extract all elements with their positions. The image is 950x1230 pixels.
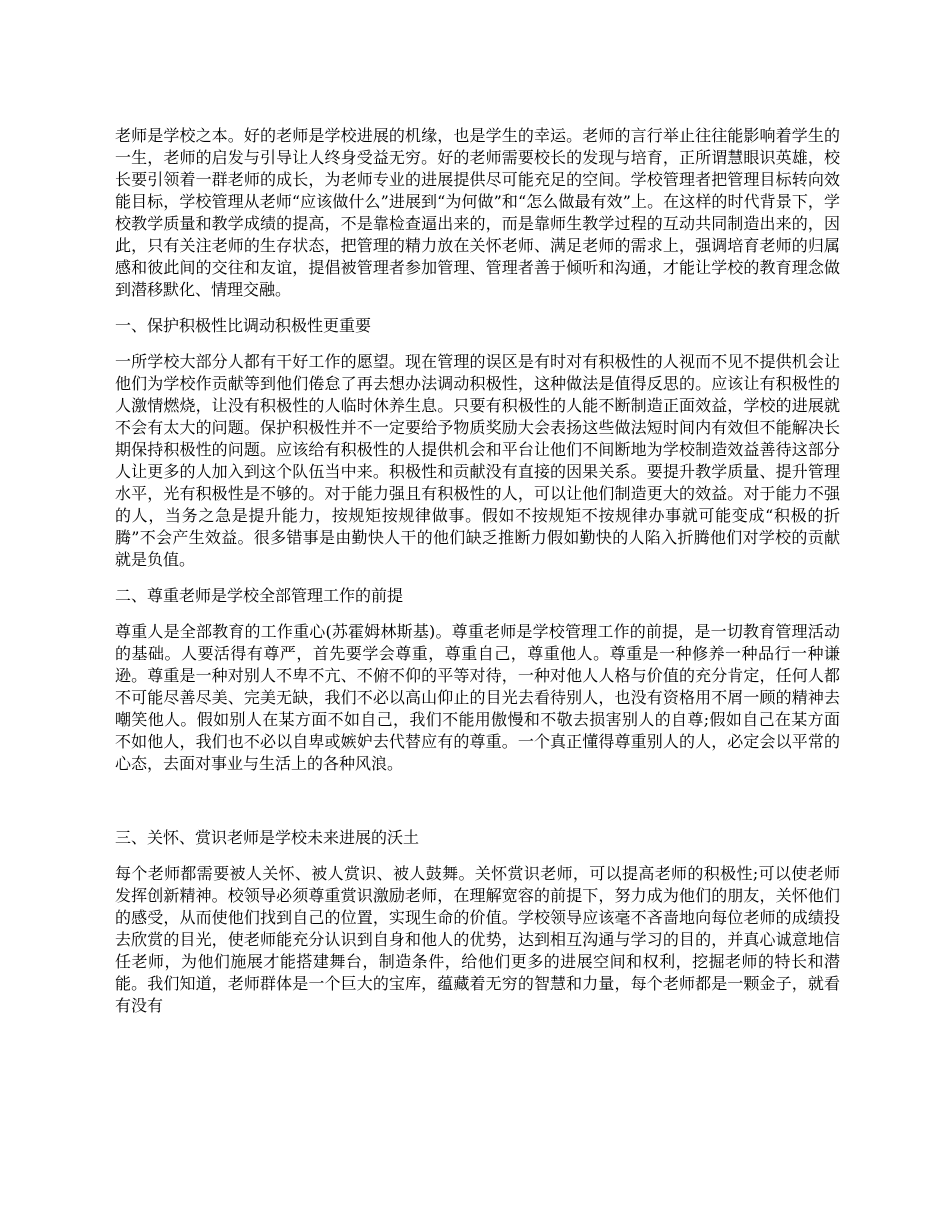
document-page [115,125,840,1031]
section-3-heading: 三、关怀、赏识老师是学校未来进展的沃土 [115,828,420,847]
section-1-heading: 一、保护积极性比调动积极性更重要 [115,316,372,335]
section-2-heading: 二、尊重老师是学校全部管理工作的前提 [115,586,404,605]
section-2-paragraph: 尊重人是全部教育的工作重心(苏霍姆林斯基)。尊重老师是学校管理工作的前提，是一切教育管理活动的基础。人要活得有尊严，首先要学会尊重，尊重自己，尊重他人。尊重是一种修养一种品行一种谦逊。尊重是一种对别人不卑不亢、不俯不仰的平等对待，一种对他人人格与价值的充分肯定，任何人都不可能尽善尽美、完美无缺，我们不必以高山仰止的目光去看待别人，也没有资格用不屑一顾的精神去嘲笑他人。假如别人在某方面不如自己，我们不能用傲慢和不敬去损害别人的自尊;假如自己在某方面不如他人，我们也不必以自卑或嫉妒去代替应有的尊重。一个真正懂得尊重别人的人，必定会以平常的心态，去面对事业与生活上的各种风浪。 [115,622,840,773]
intro-paragraph: 老师是学校之本。好的老师是学校进展的机缘，也是学生的幸运。老师的言行举止往往能影响着学生的一生，老师的启发与引导让人终身受益无穷。好的老师需要校长的发现与培育，正所谓慧眼识英雄，校长要引领着一群老师的成长，为老师专业的进展提供尽可能充足的空间。学校管理者把管理目标转向效能目标，学校管理从老师“应该做什么”进展到“为何做”和“怎么做最有效”上。在这样的时代背景下，学校教学质量和教学成绩的提高，不是靠检查逼出来的，而是靠师生教学过程的互动共同制造出来的，因此，只有关注老师的生存状态，把管理的精力放在关怀老师、满足老师的需求上，强调培育老师的归属感和彼此间的交往和友谊，提倡被管理者参加管理、管理者善于倾听和沟通，才能让学校的教育理念做到潜移默化、情理交融。 [115,126,840,299]
section-spacer [115,789,840,827]
section-3-paragraph: 每个老师都需要被人关怀、被人赏识、被人鼓舞。关怀赏识老师，可以提高老师的积极性;可以使老师发挥创新精神。校领导必须尊重赏识激励老师，在理解宽容的前提下，努力成为他们的朋友，关怀他们的感受，从而使他们找到自己的位置，实现生命的价值。学校领导应该毫不吝啬地向每位老师的成绩投去欣赏的目光，使老师能充分认识到自身和他人的优势，达到相互沟通与学习的目的，并真心诚意地信任老师，为他们施展才能搭建舞台，制造条件，给他们更多的进展空间和权利，挖掘老师的特长和潜能。我们知道，老师群体是一个巨大的宝库，蕴藏着无穷的智慧和力量，每个老师都是一颗金子，就看有没有 [115,864,840,1015]
section-1-paragraph: 一所学校大部分人都有干好工作的愿望。现在管理的误区是有时对有积极性的人视而不见不提供机会让他们为学校作贡献等到他们倦怠了再去想办法调动积极性，这种做法是值得反思的。应该让有积极性的人激情燃烧，让没有积极性的人临时休养生息。只要有积极性的人能不断制造正面效益，学校的进展就不会有太大的问题。保护积极性并不一定要给予物质奖励大会表扬这些做法短时间内有效但不能解决长期保持积极性的问题。应该给有积极性的人提供机会和平台让他们不间断地为学校制造效益善待这部分人让更多的人加入到这个队伍当中来。积极性和贡献没有直接的因果关系。要提升教学质量、提升管理水平，光有积极性是不够的。对于能力强且有积极性的人，可以让他们制造更大的效益。对于能力不强的人，当务之急是提升能力，按规矩按规律做事。假如不按规矩不按规律办事就可能变成“积极的折腾”不会产生效益。很多错事是由勤快人干的他们缺乏推断力假如勤快的人陷入折腾他们对学校的贡献就是负值。 [115,352,840,569]
